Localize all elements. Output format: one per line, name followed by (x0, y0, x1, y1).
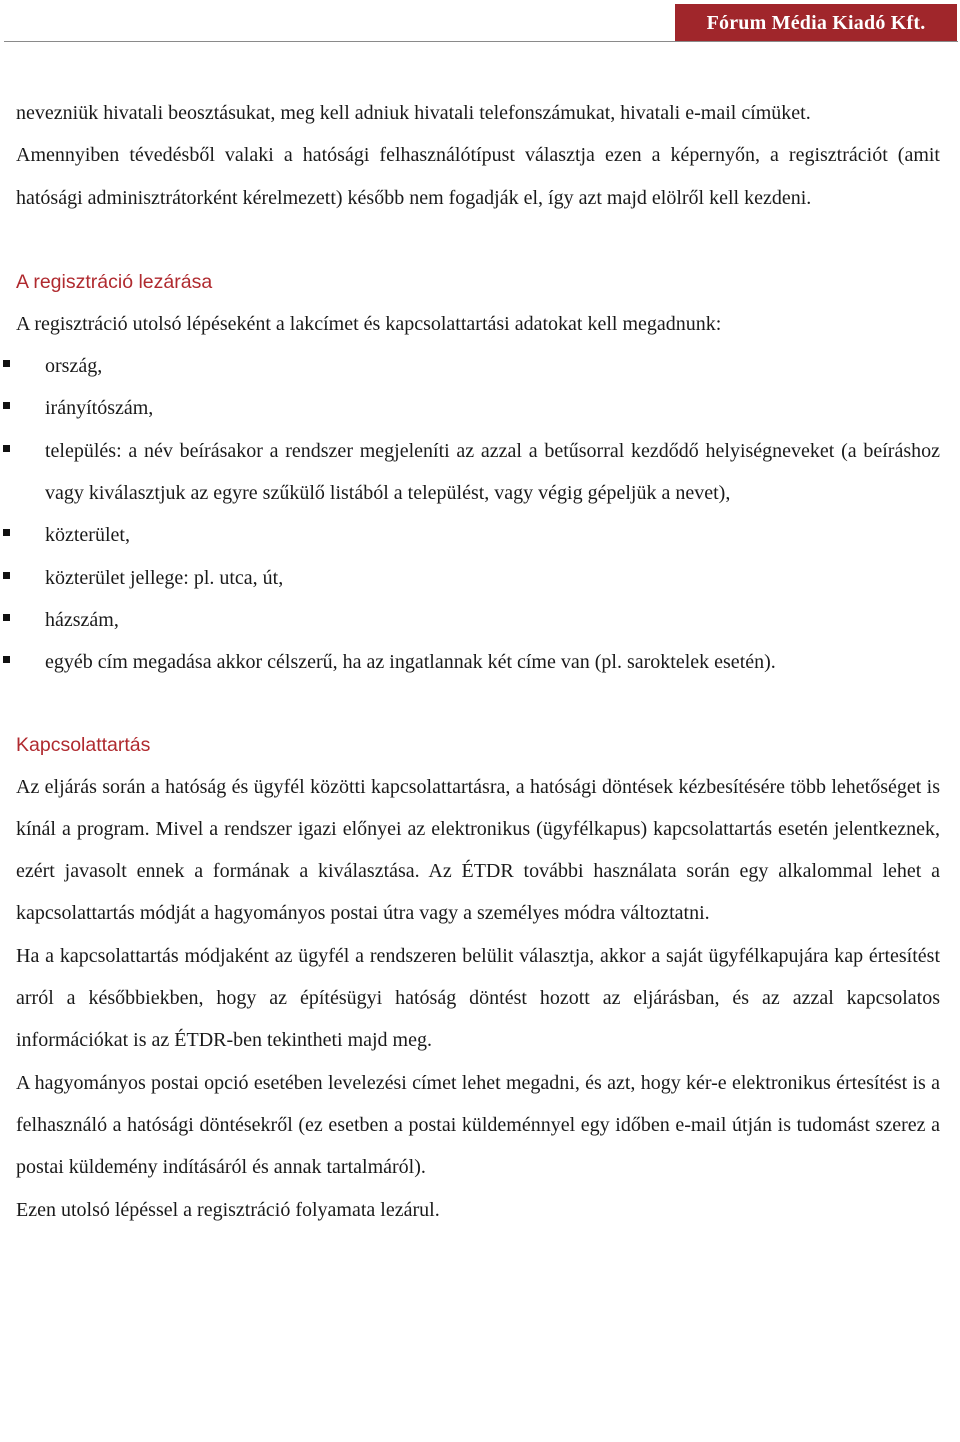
section-heading-registration-close: A regisztráció lezárása (16, 270, 213, 293)
contact-paragraph-3: A hagyományos postai opció esetében levelezési címet lehet megadni, és azt, hogy kér-e elektronikus értesítést is a felhasználó a hatósági döntésekről (ez esetben a postai küldeménnyel egy időben e-mail útján is tudomást szerez a postai küldemény indításáról és annak tartalmáról). (16, 1071, 940, 1179)
list-item: közterület jellege: pl. utca, út, (16, 557, 940, 599)
spacer (16, 684, 940, 724)
square-bullet-icon (3, 614, 10, 621)
contact-paragraph-1: Az eljárás során a hatóság és ügyfél közötti kapcsolattartásra, a hatósági döntések kézbesítésére több lehetőséget is kínál a program. Mivel a rendszer igazi előnyei az elektronikus (ügyfélkapus) kapcsolattartás esetén jelentkeznek, ezért javasolt ennek a formának a kiválasztása. Az ÉTDR további használata során egy alkalommal lehet a kapcsolattartás módját a hagyományos postai útra vagy a személyes módra változtatni. (16, 775, 940, 925)
list-item: közterület, (16, 514, 940, 556)
list-item: ország, (16, 345, 940, 387)
address-field-list (16, 345, 940, 683)
section-heading-contact: Kapcsolattartás (16, 733, 151, 756)
square-bullet-icon (3, 529, 10, 536)
square-bullet-icon (3, 572, 10, 579)
contact-paragraph-4: Ezen utolsó lépéssel a regisztráció folyamata lezárul. (16, 1198, 440, 1221)
square-bullet-icon (3, 402, 10, 409)
list-item: egyéb cím megadása akkor célszerű, ha az ingatlannak két címe van (pl. saroktelek esetén). (16, 641, 940, 683)
header-divider (4, 41, 958, 42)
list-item: település: a név beírásakor a rendszer megjeleníti az azzal a betűsorral kezdődő helyiségneveket (a beíráshoz vagy kiválasztjuk az egyre szűkülő listából a települést, vagy végig gépeljük a nevet), (16, 430, 940, 515)
square-bullet-icon (3, 656, 10, 663)
document-body (16, 92, 940, 1231)
section1-lead: A regisztráció utolsó lépéseként a lakcímet és kapcsolattartási adatokat kell megadnunk: (16, 312, 722, 335)
intro-paragraph-2: Amennyiben tévedésből valaki a hatósági felhasználótípust választja ezen a képernyőn, a regisztrációt (amit hatósági adminisztrátorként kérelmezett) később nem fogadják el, így azt majd elölről kell kezdeni. (16, 144, 940, 209)
list-item: házszám, (16, 599, 940, 641)
list-item: irányítószám, (16, 387, 940, 429)
publisher-brand: Fórum Média Kiadó Kft. (675, 4, 957, 42)
intro-paragraph-1: nevezniük hivatali beosztásukat, meg kell adniuk hivatali telefonszámukat, hivatali e-mail címüket. (16, 102, 811, 124)
spacer (16, 219, 940, 261)
contact-paragraph-2: Ha a kapcsolattartás módjaként az ügyfél a rendszeren belülit választja, akkor a saját ügyfélkapujára kap értesítést arról a későbbiekben, hogy az építésügyi hatóság döntést hozott az eljárásban, és az azzal kapcsolatos információkat is az ÉTDR-ben tekintheti majd meg. (16, 944, 940, 1052)
square-bullet-icon (3, 360, 10, 367)
square-bullet-icon (3, 445, 10, 452)
